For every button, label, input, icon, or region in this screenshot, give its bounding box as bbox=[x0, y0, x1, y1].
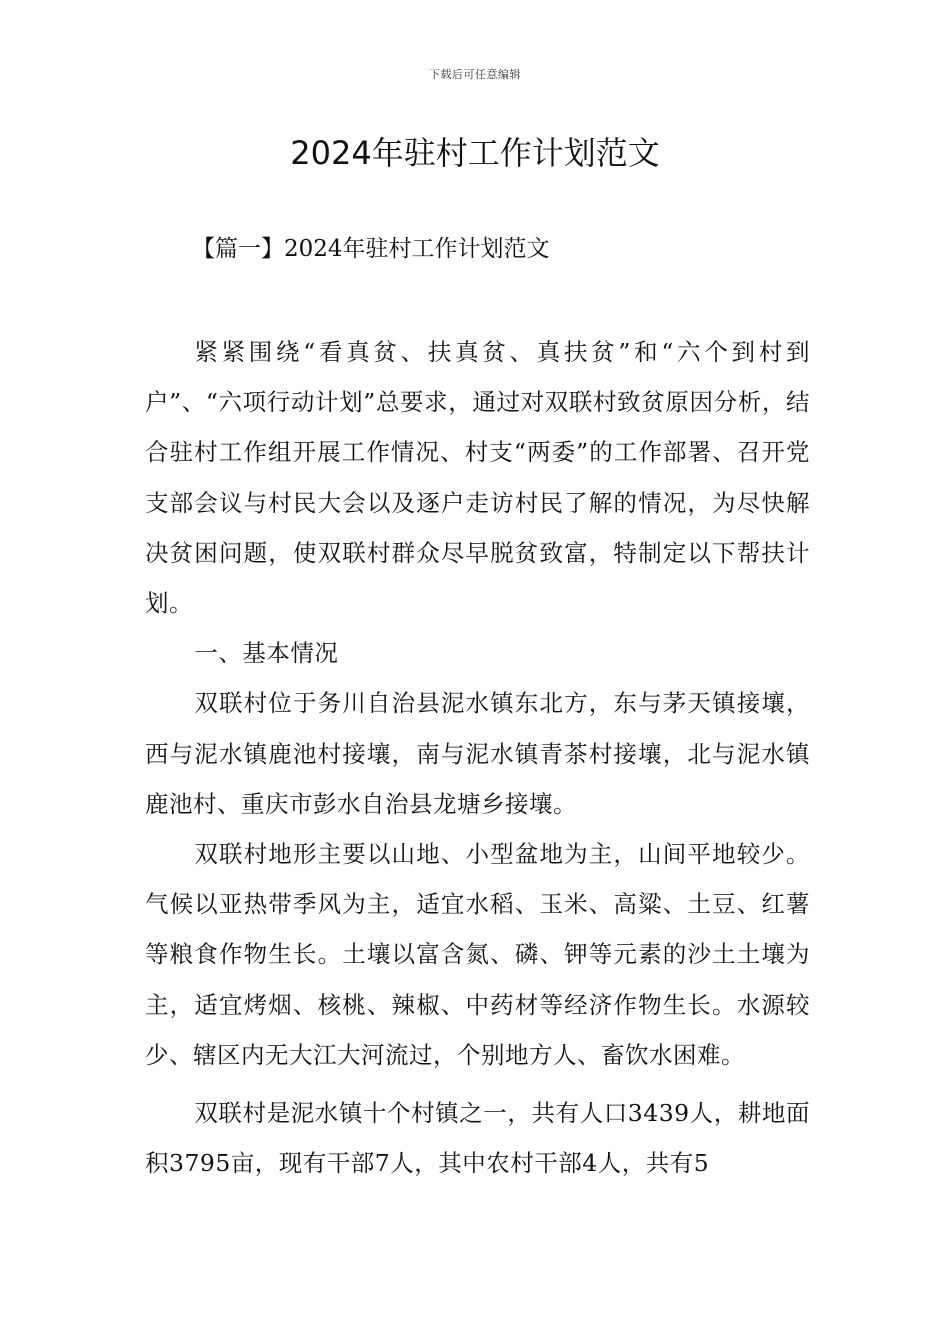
document-body bbox=[145, 327, 810, 1188]
section-heading: 【篇一】2024年驻村工作计划范文 bbox=[192, 236, 550, 262]
paragraph-location: 双联村位于务川自治县泥水镇东北方，东与茅天镇接壤，西与泥水镇鹿池村接壤，南与泥水镇青茶村接壤，北与泥水镇鹿池村、重庆市彭水自治县龙塘乡接壤。 bbox=[145, 689, 810, 818]
subheading-basic-situation: 一、基本情况 bbox=[194, 639, 339, 668]
paragraph-intro: 紧紧围绕“看真贫、扶真贫、真扶贫”和“六个到村到户”、“六项行动计划”总要求，通过对双联村致贫原因分析，结合驻村工作组开展工作情况、村支“两委”的工作部署、召开党支部会议与村民大会以及逐户走访村民了解的情况，为尽快解决贫困问题，使双联村群众尽早脱贫致富，特制定以下帮扶计划。 bbox=[145, 338, 810, 618]
document-title: 2024年驻村工作计划范文 bbox=[290, 134, 660, 172]
header-note: 下载后可任意编辑 bbox=[429, 68, 521, 81]
paragraph-terrain: 双联村地形主要以山地、小型盆地为主，山间平地较少。气候以亚热带季风为主，适宜水稻、玉米、高粱、土豆、红薯等粮食作物生长。土壤以富含氮、磷、钾等元素的沙土土壤为主，适宜烤烟、核桃、辣椒、中药材等经济作物生长。水源较少、辖区内无大江大河流过，个别地方人、畜饮水困难。 bbox=[145, 840, 810, 1069]
paragraph-population: 双联村是泥水镇十个村镇之一，共有人口3439人，耕地面积3795亩，现有干部7人，其中农村干部4人，共有5 bbox=[145, 1099, 810, 1178]
